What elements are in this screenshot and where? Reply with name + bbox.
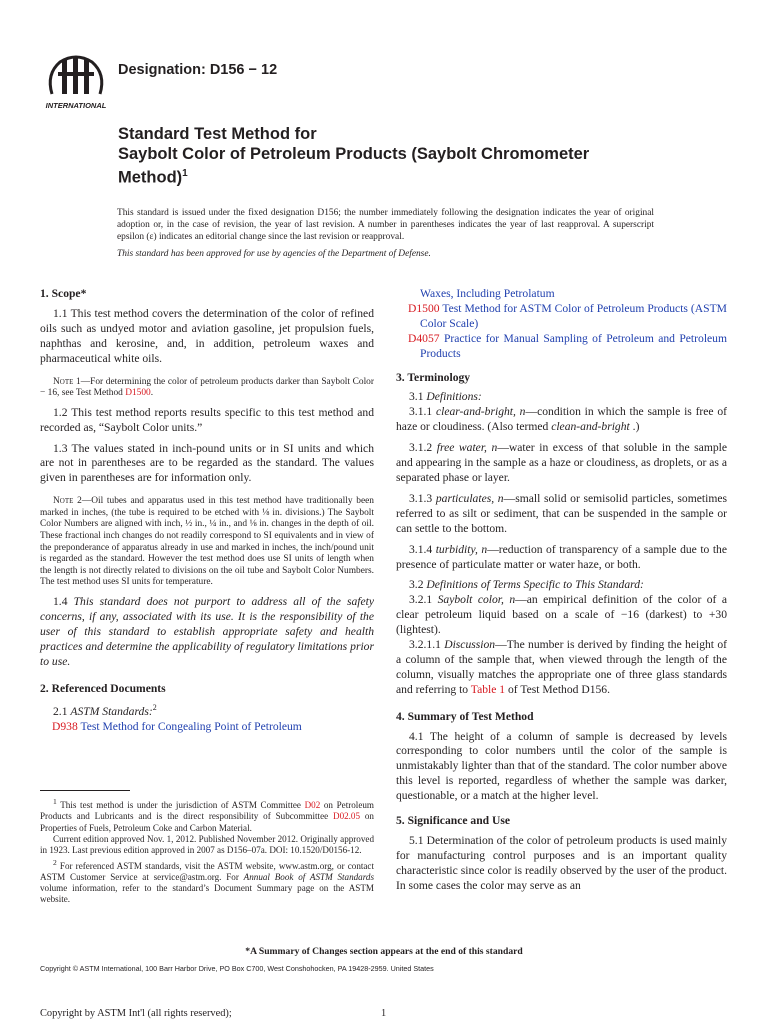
issuance-notice: This standard is issued under the fixed designation D156; the number immediately following the designation indicates the year of original adoption or, in the case of revision, the year of last revision. A number in parentheses indicates the year of last reapproval. A superscript epsilon (ε) indicates an editorial change since the last revision or reapproval. [117,208,654,243]
para-1-4: 1.4 This standard does not purport to address all of the safety concerns, if any, associated with its use. It is the responsibility of the user of this standard to establish appropriate safety and health practices and determine the applicability of regulatory limitations prior to use. [40,595,374,668]
footnote-2: $^2$ For referenced ASTM standards, visit the ASTM website, www.astm.org, or contact ASTM Customer Service at service@astm.org. For Annual Book of ASTM Standards volume information, refer to the standard’s Document Summary page on the ASTM website. [40,857,374,905]
reference-d1500 [396,302,727,332]
para-3-1-4: 3.1.4 turbidity, n—reduction of transparency of a sample due to the presence of particulate matter or water haze, or both. [396,542,727,571]
footnote-1-edition: Current edition approved Nov. 1, 2012. Published November 2012. Originally approved in 1923. Last previous edition approved in 2007 as D156–07a. DOI: 10.1520/D0156-12. [40,833,374,856]
link-d02-05[interactable]: D02.05 [333,811,361,822]
designation: Designation: D156 − 12 [118,62,278,78]
astm-address: Copyright © ASTM International, 100 Barr Harbor Drive, PO Box C700, West Conshohocken, PA 19428-2959. United States [40,964,434,973]
para-1-1: 1.1 This test method covers the determination of the color of refined oils such as undyed motor and aviation gasoline, jet propulsion fuels, naphthas and kerosine, and, in addition, petroleum waxes and pharmaceutical white oils. [40,306,374,365]
para-3-1-1: 3.1.1 clear-and-bright, n—condition in which the sample is free of haze or cloudiness. (Also termed clean-and-bright .) [396,405,728,434]
footnote-1: $^1$ This test method is under the jurisdiction of ASTM Committee D02 on Petroleum Products and Lubricants and is the direct responsibility of Subcommittee D02.05 on Properties of Fuels, Petroleum Coke and Carbon Material. [40,797,374,833]
logo-wordmark: INTERNATIONAL [45,101,107,110]
reference-d938-continued[interactable]: Waxes, Including Petrolatum [420,287,555,300]
summary-of-changes-note: *A Summary of Changes section appears at the end of this standard [245,946,523,957]
title-footnote-marker: 1 [182,168,188,179]
para-3-2-1-1: 3.2.1.1 Discussion—The number is derived by finding the height of a column of the sample that, when viewed through the length of the column, visually matches the appropriate one of three glass standards and referring to Table 1 of Test Method D156. [396,638,728,696]
para-3-1-2: 3.1.2 free water, n—water in excess of that soluble in the sample and appearing in the sample as a haze or cloudiness, as droplets, or as a separated phase or layer. [396,441,728,484]
para-3-2: 3.2 Definitions of Terms Specific to This Standard: [409,578,644,592]
left-column [40,287,374,735]
link-d02[interactable]: D02 [304,800,321,811]
note-1: Note 1—For determining the color of petroleum products darker than Saybolt Color − 16, see Test Method D1500. [40,376,374,399]
document-title [118,124,678,188]
title-line-3: Method)$^1$ [118,168,188,187]
link-d4057-title[interactable]: Practice for Manual Sampling of Petroleum and Petroleum Products [420,331,727,360]
footnote-rule [40,790,130,791]
para-2-1: 2.1 ASTM Standards:$^2$ [53,703,157,719]
title-line-1: Standard Test Method for [118,125,317,143]
link-table-1[interactable]: Table 1 [470,682,506,696]
link-d938[interactable]: D938 [52,720,78,734]
section-3-heading: 3. Terminology [396,370,471,384]
copyright-notice: Copyright by ASTM Int'l (all rights reserved); [40,1008,232,1019]
link-d1500[interactable]: D1500 [125,388,151,399]
right-column [396,287,727,894]
footnotes [40,796,374,906]
section-2-heading: 2. Referenced Documents [40,681,166,695]
para-1-3: 1.3 The values stated in inch-pound units or in SI units and which are not in parentheses are to be regarded as the standard. The values given in parentheses are for information only. [40,441,374,485]
dod-approval-note: This standard has been approved for use by agencies of the Department of Defense. [117,249,431,259]
title-line-2: Saybolt Color of Petroleum Products (Saybolt Chromometer [118,145,590,163]
link-d938-title[interactable]: Test Method for Congealing Point of Petroleum [77,720,302,734]
link-d1500-title[interactable]: Test Method for ASTM Color of Petroleum Products (ASTM Color Scale) [420,301,727,330]
para-3-1: 3.1 Definitions: [409,390,482,404]
note-2: Note 2—Oil tubes and apparatus used in this test method have traditionally been marked in inches, (the tube is required to be etched with ⅛ in. divisions.) The Saybolt Color Numbers are aligned with inch, ½ in., ¼ in., and ⅛ in. changes in the depth of oil. These fractional inch changes do not readily correspond to SI equivalents and in view of the preponderance of apparatus already in use and marked in inches, the inch/pound unit is regarded as the standard. However the test method does use SI units of length when the length is not directly related to divisions on the oil tube and Saybolt Color Numbers. The test method uses SI units for temperature. [40,496,374,588]
link-d4057[interactable]: D4057 [408,331,440,345]
para-1-2: 1.2 This test method reports results specific to this test method and recorded as, “Saybolt Color units.” [40,405,374,434]
astm-logo [40,50,112,112]
para-5-1: 5.1 Determination of the color of petroleum products is used mainly for manufacturing control purposes and is an important quality characteristic since color is readily observed by the user of the product. In some cases the color may serve as an [396,834,727,892]
section-5-heading: 5. Significance and Use [396,814,511,828]
para-4-1: 4.1 The height of a column of sample is decreased by levels corresponding to color numbers until the color of the sample is unmistakably lighter than that of the standard. The color number above this level is reported, regardless of whether the sample was darker, questionable, or a match at the higher level. [396,729,727,803]
page-number: 1 [381,1008,387,1019]
section-4-heading: 4. Summary of Test Method [396,709,534,723]
reference-d4057 [396,332,727,362]
para-3-1-3: 3.1.3 particulates, n—small solid or semisolid particles, sometimes referred to as silt or sediment, that can be suspended in the sample or can settle to the bottom. [396,491,727,535]
reference-d938 [40,720,374,735]
section-1-heading: 1. Scope* [40,287,87,300]
link-d1500-ref[interactable]: D1500 [408,301,440,315]
para-3-2-1: 3.2.1 Saybolt color, n—an empirical definition of the color of a clear petroleum liquid based on a scale of −16 (darkest) to +30 (lightest). [396,593,727,637]
